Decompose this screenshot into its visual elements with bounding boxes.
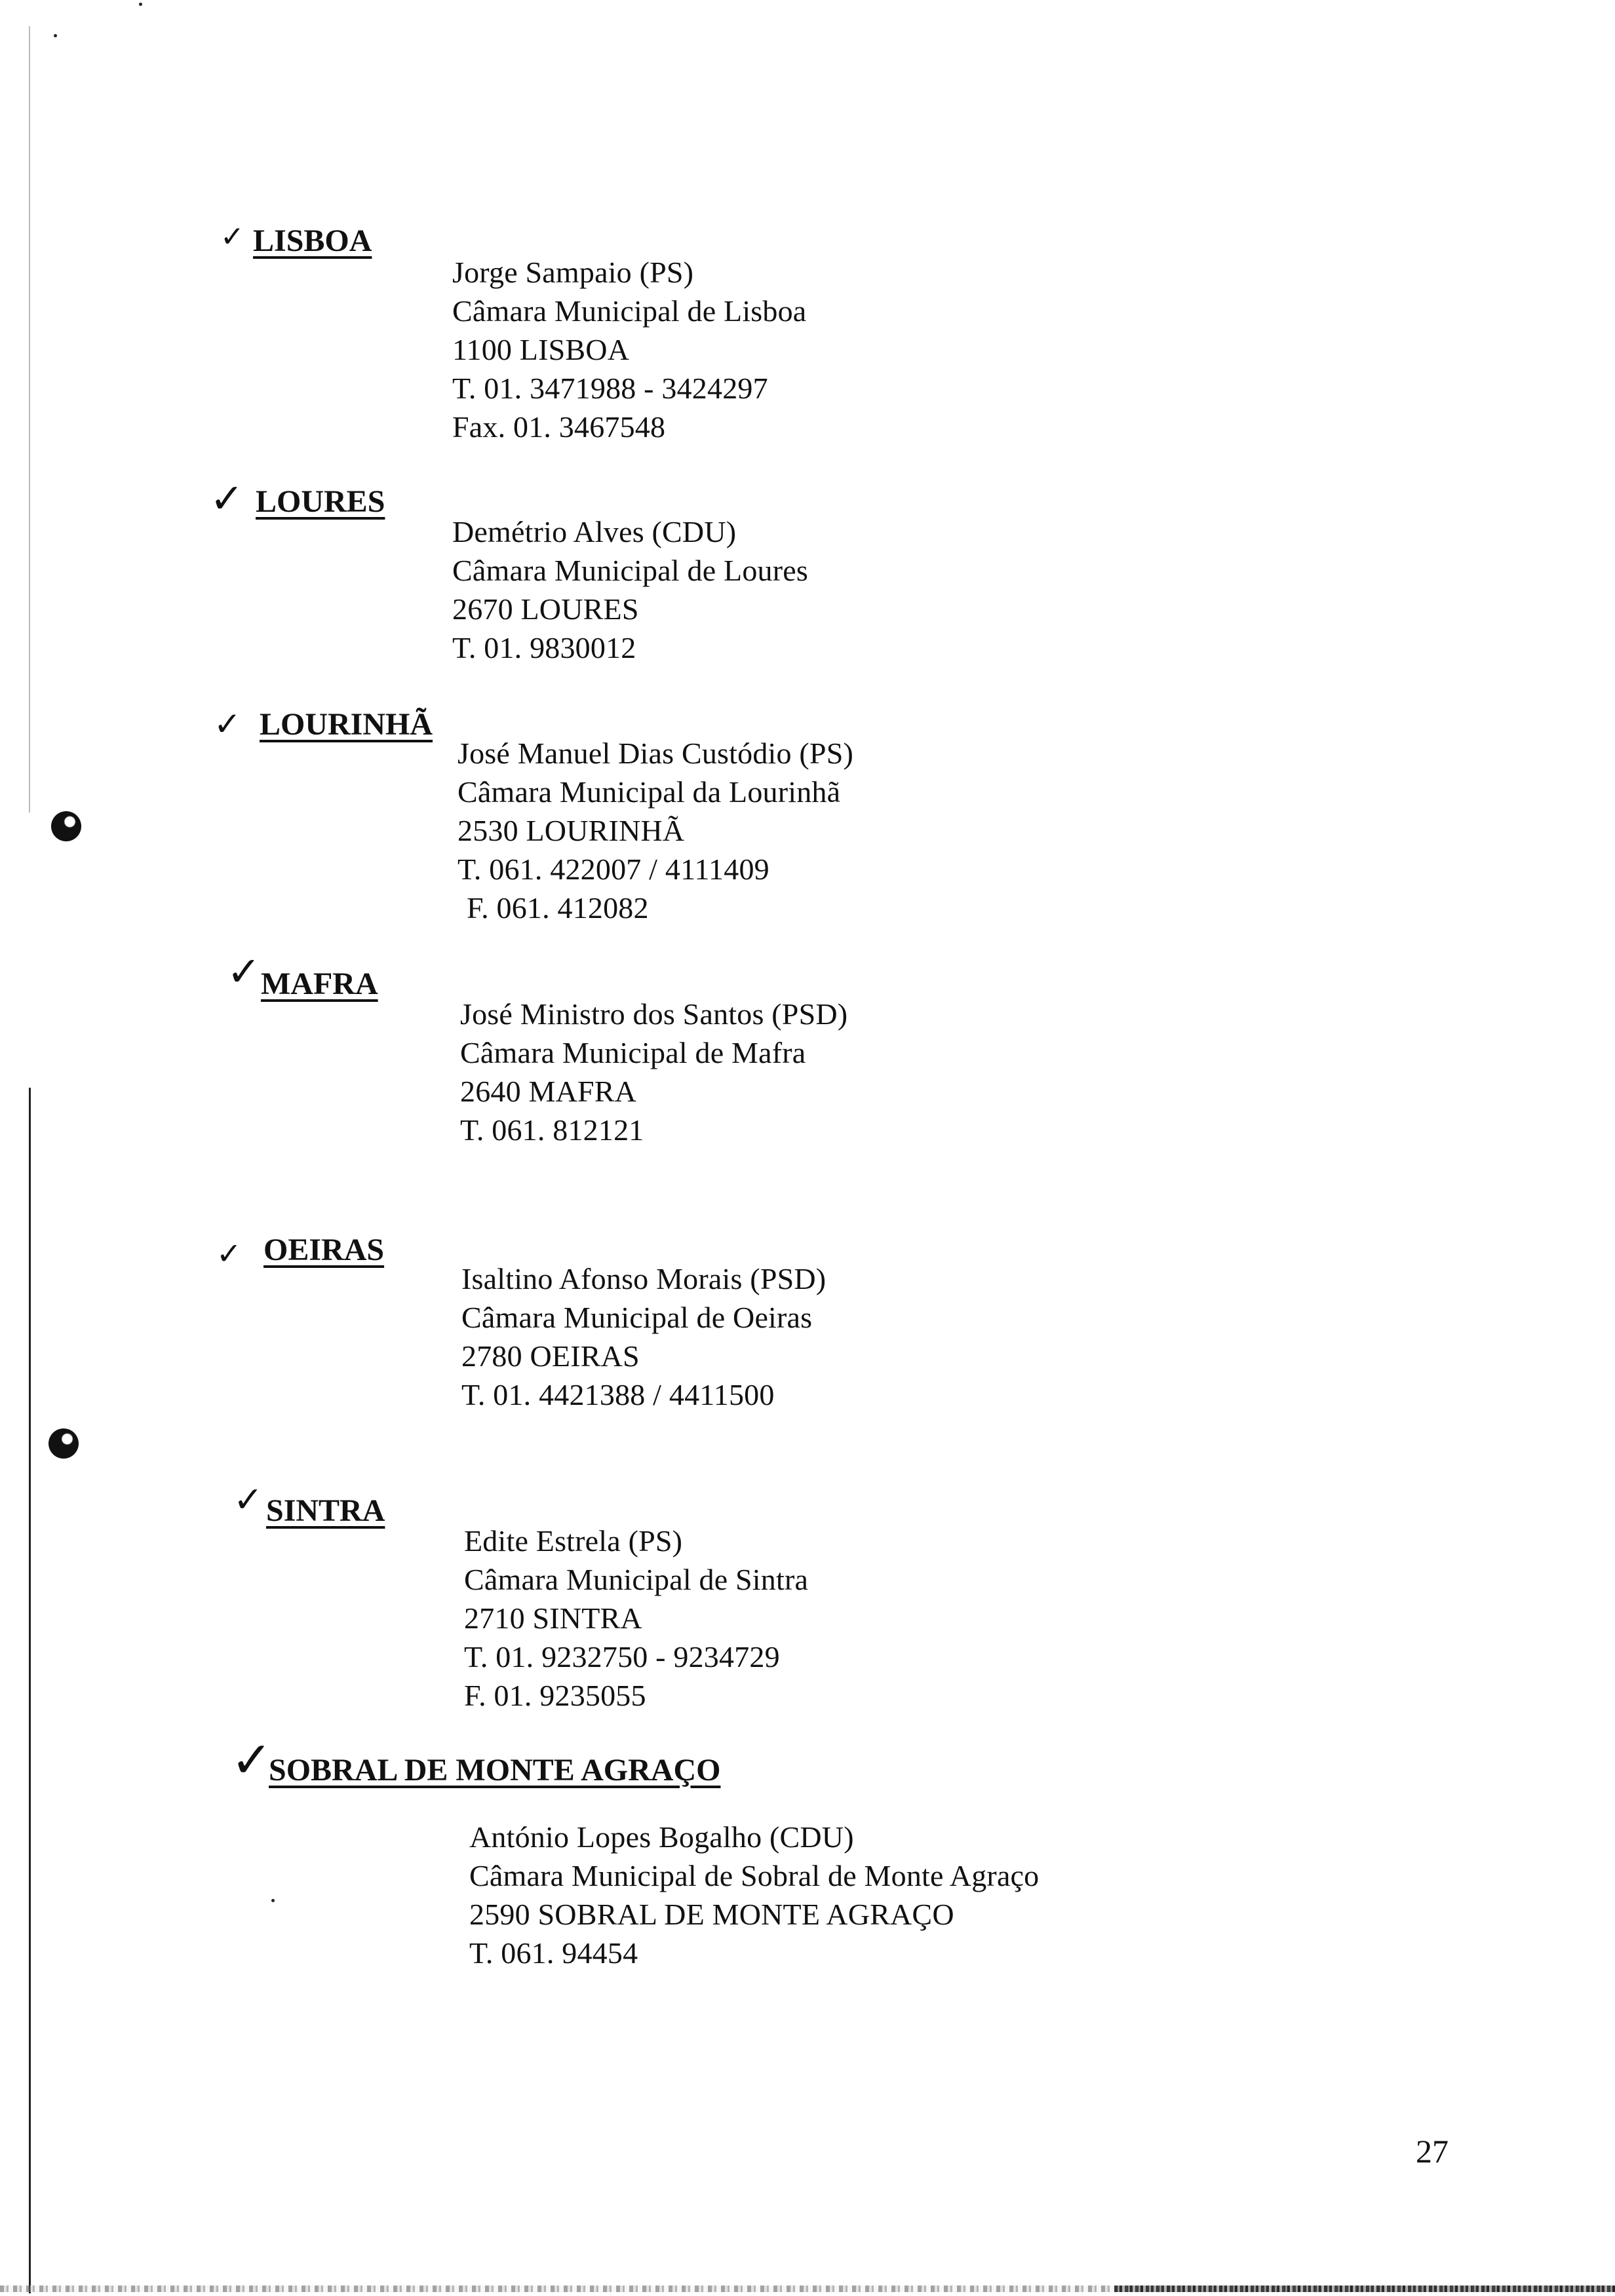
contact-name: António Lopes Bogalho (CDU) [469, 1820, 854, 1854]
contact-name: Demétrio Alves (CDU) [452, 515, 737, 548]
contact-lines [469, 1818, 1039, 1972]
contact-office: Câmara Municipal de Oeiras [461, 1301, 813, 1334]
contact-lines [460, 995, 847, 1149]
contact-name: Jorge Sampaio (PS) [452, 256, 694, 289]
contact-fax: F. 061. 412082 [467, 891, 649, 925]
contact-name: Isaltino Afonso Morais (PSD) [461, 1262, 827, 1295]
scan-bottom-edge-dark [1114, 2286, 1615, 2292]
contact-phone: T. 061. 422007 / 4111409 [457, 852, 769, 886]
contact-lines [461, 1259, 826, 1414]
punch-hole-icon [51, 811, 81, 841]
contact-postal: 2530 LOURINHÃ [457, 814, 685, 847]
contact-name: José Ministro dos Santos (PSD) [460, 997, 848, 1031]
municipality-heading: SINTRA [266, 1493, 385, 1528]
scan-speck [139, 3, 142, 6]
contact-postal: 2710 SINTRA [464, 1601, 642, 1635]
scan-left-edge [29, 1088, 31, 2293]
check-mark-icon: ✓ [233, 1479, 263, 1520]
page-number: 27 [1416, 2133, 1449, 2170]
contact-lines [457, 734, 853, 927]
check-mark-icon: ✓ [210, 474, 244, 522]
contact-postal: 2640 MAFRA [460, 1075, 637, 1108]
contact-office: Câmara Municipal de Sintra [464, 1563, 809, 1596]
scan-speck [54, 34, 57, 37]
check-mark-icon: ✓ [214, 705, 241, 743]
contact-fax: Fax. 01. 3467548 [452, 410, 666, 444]
contact-lines [464, 1521, 808, 1715]
contact-office: Câmara Municipal de Loures [452, 554, 808, 587]
contact-office: Câmara Municipal de Lisboa [452, 294, 807, 328]
contact-phone: T. 01. 9232750 - 9234729 [464, 1640, 780, 1674]
municipality-heading: LISBOA [253, 223, 372, 258]
contact-name: Edite Estrela (PS) [464, 1524, 683, 1558]
municipality-heading: LOURES [256, 484, 385, 519]
contact-phone: T. 01. 4421388 / 4411500 [461, 1378, 775, 1411]
check-mark-icon: ✓ [231, 1731, 273, 1789]
contact-phone: T. 061. 94454 [469, 1936, 638, 1970]
municipality-heading: OEIRAS [263, 1233, 385, 1267]
contact-postal: 2780 OEIRAS [461, 1339, 640, 1373]
municipality-heading: MAFRA [261, 966, 378, 1001]
contact-office: Câmara Municipal de Sobral de Monte Agraço [469, 1859, 1040, 1892]
contact-name: José Manuel Dias Custódio (PS) [457, 737, 853, 770]
municipality-heading: SOBRAL DE MONTE AGRAÇO [269, 1753, 721, 1788]
contact-lines [452, 253, 806, 446]
contact-phone: T. 061. 812121 [460, 1113, 644, 1147]
punch-hole-icon [49, 1428, 79, 1459]
contact-phone: T. 01. 3471988 - 3424297 [452, 372, 768, 405]
contact-phone: T. 01. 9830012 [452, 631, 636, 664]
municipality-heading: LOURINHÃ [260, 707, 433, 742]
check-mark-icon: ✓ [216, 1236, 242, 1271]
contact-postal: 2590 SOBRAL DE MONTE AGRAÇO [469, 1898, 954, 1931]
contact-lines [452, 512, 808, 667]
scan-speck [271, 1899, 275, 1902]
contact-office: Câmara Municipal de Mafra [460, 1036, 806, 1069]
contact-office: Câmara Municipal da Lourinhã [457, 775, 841, 809]
check-mark-icon: ✓ [227, 947, 261, 995]
contact-fax: F. 01. 9235055 [464, 1679, 646, 1712]
scan-left-edge-faint [29, 26, 30, 813]
check-mark-icon: ✓ [220, 220, 244, 254]
contact-postal: 2670 LOURES [452, 592, 639, 626]
contact-postal: 1100 LISBOA [452, 333, 630, 366]
